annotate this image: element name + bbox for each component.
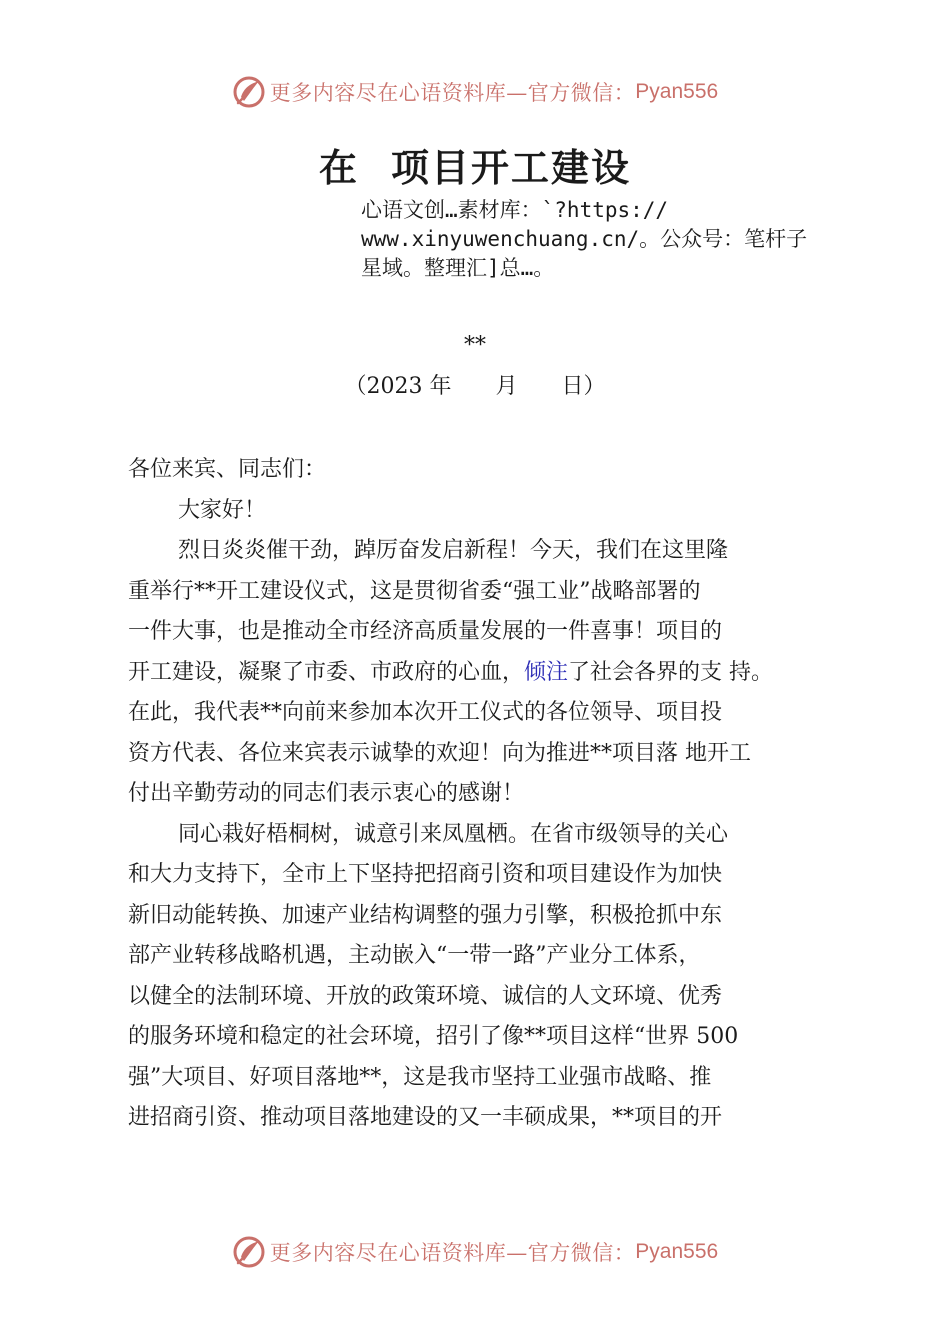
document-title xyxy=(0,137,950,192)
paragraph-line: 强”大项目、好项目落地**，这是我市坚持工业强市战略、推 xyxy=(128,1064,712,1090)
source-note xyxy=(361,196,861,283)
footer-banner xyxy=(0,1232,950,1272)
paragraph-line: 资方代表、各位来宾表示诚挚的欢迎！向为推进**项目落 地开工 xyxy=(128,740,751,766)
speaker-name: ** xyxy=(464,333,486,358)
paragraph-line: 部产业转移战略机遇，主动嵌入“一带一路”产业分工体系， xyxy=(128,943,701,968)
paragraph-line: 一件大事，也是推动全市经济高质量发展的一件喜事！项目的 xyxy=(128,619,723,644)
paragraph-text: 开工建设，凝聚了市委、市政府的心血， xyxy=(128,659,525,685)
paragraph-line: 重举行**开工建设仪式，这是贯彻省委“强工业”战略部署的 xyxy=(128,578,701,604)
title-main: 项目开工建设 xyxy=(391,145,632,190)
salutation: 各位来宾、同志们： xyxy=(128,457,327,482)
paragraph-line: 同心栽好梧桐树，诚意引来凤凰栖。在省市级领导的关心 xyxy=(178,821,729,847)
inline-link[interactable]: 倾注 xyxy=(524,659,569,685)
source-note-line: 心语文创…素材库：`?https:// xyxy=(361,198,669,222)
banner-wechat-id: Pyan556 xyxy=(635,80,719,103)
greeting: 大家好！ xyxy=(178,497,267,523)
paragraph-line: 在此，我代表**向前来参加本次开工仪式的各位领导、项目投 xyxy=(128,700,723,725)
paragraph-line: 烈日炎炎催干劲，踔厉奋发启新程！今天，我们在这里隆 xyxy=(178,538,729,563)
paragraph-line: 新旧动能转换、加速产业结构调整的强力引擎，积极抢抓中东 xyxy=(128,902,723,928)
paragraph-line: 付出辛勤劳动的同志们表示衷心的感谢！ xyxy=(128,781,525,806)
banner-text: 更多内容尽在心语资料库—官方微信： xyxy=(269,1241,636,1265)
banner-text: 更多内容尽在心语资料库—官方微信： xyxy=(269,81,636,105)
header-banner xyxy=(0,72,950,112)
brand-logo-icon xyxy=(232,1235,266,1269)
paragraph-line: 和大力支持下，全市上下坚持把招商引资和项目建设作为加快 xyxy=(128,862,723,887)
speech-date: （2023 年 月 日） xyxy=(344,374,606,399)
paragraph-line: 的服务环境和稳定的社会环境，招引了像**项目这样“世界 500 xyxy=(128,1024,739,1049)
paragraph-2 xyxy=(128,815,848,1139)
paragraph-text: 了社会各界的支 持。 xyxy=(568,659,774,685)
source-note-line: www.xinyuwenchuang.cn/。公众号：笔杆子 xyxy=(361,227,808,251)
paragraph-line: 以健全的法制环境、开放的政策环境、诚信的人文环境、优秀 xyxy=(128,983,723,1009)
speech-body xyxy=(128,450,848,1139)
title-prefix: 在 xyxy=(318,145,359,190)
source-note-line: 星域。整理汇]总…。 xyxy=(361,256,555,280)
brand-logo-icon xyxy=(232,75,266,109)
paragraph-line xyxy=(128,653,848,694)
banner-wechat-id: Pyan556 xyxy=(635,1240,719,1263)
paragraph-line: 进招商引资、推动项目落地建设的又一丰硕成果，**项目的开 xyxy=(128,1105,723,1130)
paragraph-1 xyxy=(128,531,848,815)
